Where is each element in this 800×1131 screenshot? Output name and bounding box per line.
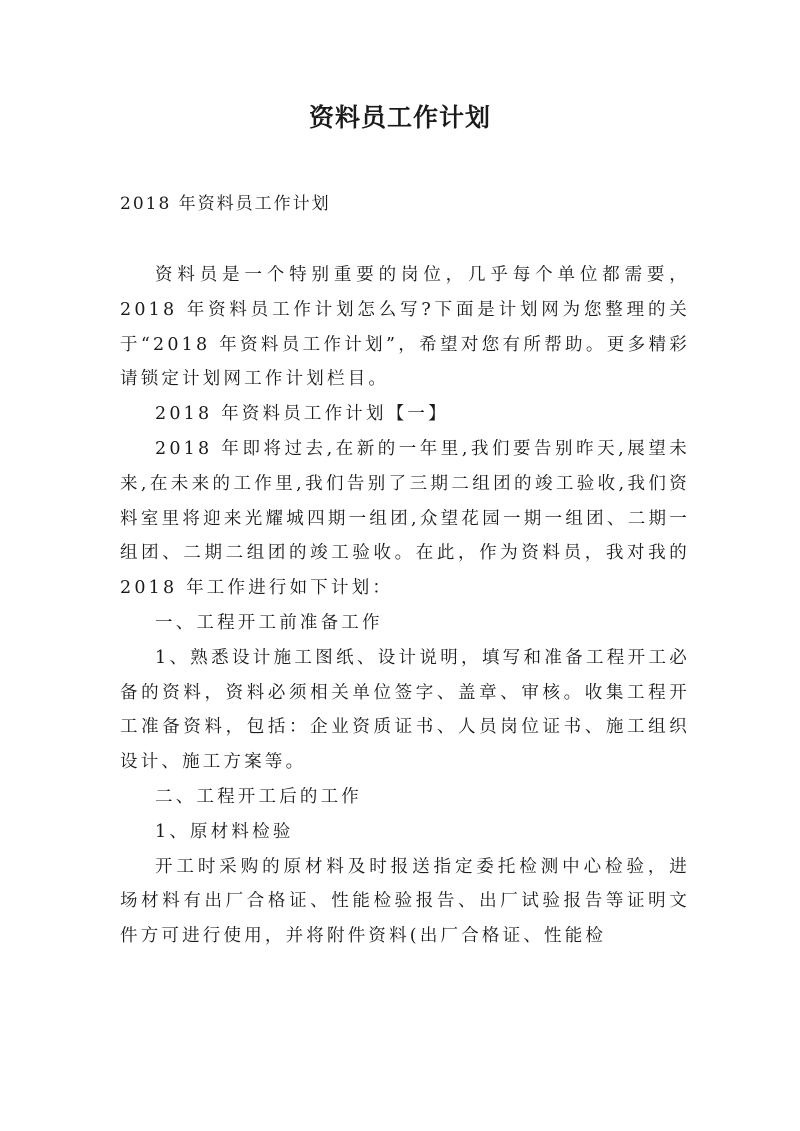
subsection-heading-material-inspection: 1、原材料检验	[155, 821, 294, 842]
document-title: 资料员工作计划	[308, 103, 491, 132]
section-heading-post-construction: 二、工程开工后的工作	[155, 786, 362, 807]
intro-paragraph: 资料员是一个特别重要的岗位，几乎每个单位都需要，2018 年资料员工作计划怎么写?下面是计划网为您整理的关于“2018 年资料员工作计划”，希望对您有所帮助。更多精彩请锁定计划网工作计划栏目。	[120, 265, 690, 390]
document-body	[120, 258, 690, 954]
section-heading-plan-one: 2018 年资料员工作计划【一】	[155, 404, 449, 425]
body-paragraph: 1、熟悉设计施工图纸、设计说明，填写和准备工程开工必备的资料，资料必须相关单位签字、盖章、审核。收集工程开工准备资料，包括：企业资质证书、人员岗位证书、施工组织设计、施工方案等。	[120, 647, 690, 773]
document-subtitle: 2018 年资料员工作计划	[120, 194, 331, 214]
body-paragraph: 2018 年即将过去,在新的一年里,我们要告别昨天,展望未来,在未来的工作里,我们告别了三期二组团的竣工验收,我们资料室里将迎来光耀城四期一组团,众望花园一期一组团、二期一组团、二期二组团的竣工验收。在此，作为资料员，我对我的 2018 年工作进行如下计划：	[120, 438, 690, 599]
section-heading-pre-construction: 一、工程开工前准备工作	[155, 612, 383, 633]
body-paragraph: 开工时采购的原材料及时报送指定委托检测中心检验，进场材料有出厂合格证、性能检验报告、出厂试验报告等证明文件方可进行使用，并将附件资料(出厂合格证、性能检	[120, 856, 690, 947]
